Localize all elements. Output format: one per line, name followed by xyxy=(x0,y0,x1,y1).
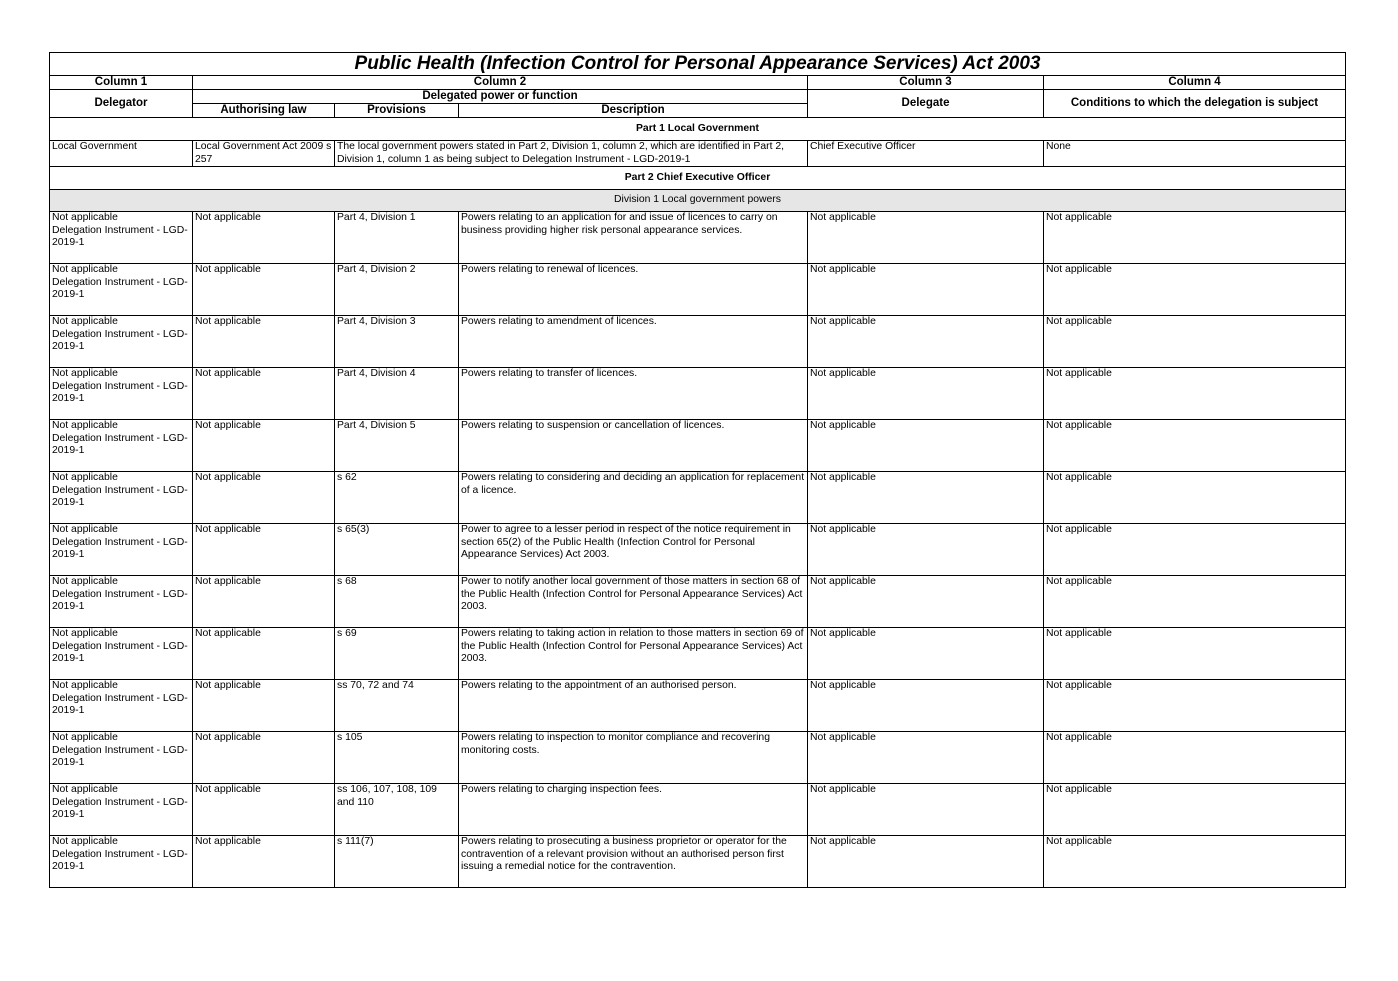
authorising-law-cell: Not applicable xyxy=(193,212,335,264)
table-row xyxy=(50,212,1346,264)
authorising-law-cell: Not applicable xyxy=(193,836,335,888)
delegator-text: Not applicable xyxy=(52,836,118,848)
delegation-instrument-text: Delegation Instrument - LGD-2019-1 xyxy=(52,432,188,457)
delegate-cell: Not applicable xyxy=(808,680,1044,732)
provisions-cell: Part 4, Division 1 xyxy=(335,212,459,264)
delegator-text: Not applicable xyxy=(52,784,118,796)
description-cell: Powers relating to considering and deciding an application for replacement of a licence. xyxy=(459,472,808,524)
provisions-cell: ss 106, 107, 108, 109 and 110 xyxy=(335,784,459,836)
description-header: Description xyxy=(459,104,808,118)
authorising-law-cell: Not applicable xyxy=(193,472,335,524)
provisions-cell: Part 4, Division 5 xyxy=(335,420,459,472)
authorising-law-cell: Local Government Act 2009 s 257 xyxy=(193,141,335,167)
provisions-cell: Part 4, Division 3 xyxy=(335,316,459,368)
authorising-law-cell: Not applicable xyxy=(193,732,335,784)
delegator-header: Delegator xyxy=(50,90,193,118)
delegator-cell xyxy=(50,316,193,368)
delegator-cell xyxy=(50,212,193,264)
description-cell: Powers relating to suspension or cancellation of licences. xyxy=(459,420,808,472)
authorising-law-cell: Not applicable xyxy=(193,680,335,732)
authorising-law-cell: Not applicable xyxy=(193,784,335,836)
delegation-instrument-text: Delegation Instrument - LGD-2019-1 xyxy=(52,276,188,301)
authorising-law-cell: Not applicable xyxy=(193,576,335,628)
delegator-cell xyxy=(50,420,193,472)
provisions-cell: s 65(3) xyxy=(335,524,459,576)
delegator-text: Not applicable xyxy=(52,472,118,484)
part-1-heading: Part 1 Local Government xyxy=(50,118,1346,141)
delegator-text: Not applicable xyxy=(52,420,118,432)
table-row xyxy=(50,576,1346,628)
conditions-cell: Not applicable xyxy=(1044,576,1346,628)
conditions-cell: Not applicable xyxy=(1044,836,1346,888)
delegator-cell xyxy=(50,472,193,524)
conditions-cell: Not applicable xyxy=(1044,472,1346,524)
table-row xyxy=(50,316,1346,368)
conditions-cell: Not applicable xyxy=(1044,680,1346,732)
delegator-cell xyxy=(50,784,193,836)
table-row xyxy=(50,784,1346,836)
delegator-text: Not applicable xyxy=(52,524,118,536)
provisions-cell: s 69 xyxy=(335,628,459,680)
table-row xyxy=(50,420,1346,472)
delegation-table xyxy=(49,52,1346,888)
delegator-text: Not applicable xyxy=(52,264,118,276)
delegate-cell: Not applicable xyxy=(808,836,1044,888)
provisions-cell: ss 70, 72 and 74 xyxy=(335,680,459,732)
description-cell: Powers relating to renewal of licences. xyxy=(459,264,808,316)
delegator-text: Not applicable xyxy=(52,212,118,224)
authorising-law-header: Authorising law xyxy=(193,104,335,118)
conditions-cell: Not applicable xyxy=(1044,316,1346,368)
conditions-cell: Not applicable xyxy=(1044,420,1346,472)
authorising-law-cell: Not applicable xyxy=(193,420,335,472)
delegation-instrument-text: Delegation Instrument - LGD-2019-1 xyxy=(52,588,188,613)
conditions-cell: Not applicable xyxy=(1044,264,1346,316)
document-title: Public Health (Infection Control for Personal Appearance Services) Act 2003 xyxy=(50,53,1346,76)
delegate-cell: Not applicable xyxy=(808,472,1044,524)
delegator-text: Not applicable xyxy=(52,732,118,744)
table-row xyxy=(50,368,1346,420)
delegation-instrument-text: Delegation Instrument - LGD-2019-1 xyxy=(52,640,188,665)
conditions-cell: Not applicable xyxy=(1044,784,1346,836)
conditions-header: Conditions to which the delegation is subject xyxy=(1044,90,1346,118)
provisions-cell: s 105 xyxy=(335,732,459,784)
delegator-cell xyxy=(50,576,193,628)
provisions-cell: s 111(7) xyxy=(335,836,459,888)
delegator-cell xyxy=(50,264,193,316)
authorising-law-cell: Not applicable xyxy=(193,628,335,680)
description-cell: Power to agree to a lesser period in respect of the notice requirement in section 65(2) of the Public Health (Infection Control for Personal Appearance Services) Act 2003. xyxy=(459,524,808,576)
delegate-cell: Chief Executive Officer xyxy=(808,141,1044,167)
description-cell: Powers relating to an application for and issue of licences to carry on business providing higher risk personal appearance services. xyxy=(459,212,808,264)
delegate-header: Delegate xyxy=(808,90,1044,118)
delegated-power-header: Delegated power or function xyxy=(193,90,808,104)
division-1-heading: Division 1 Local government powers xyxy=(50,190,1346,212)
delegate-cell: Not applicable xyxy=(808,420,1044,472)
delegate-cell: Not applicable xyxy=(808,784,1044,836)
delegator-text: Not applicable xyxy=(52,628,118,640)
delegation-instrument-text: Delegation Instrument - LGD-2019-1 xyxy=(52,328,188,353)
conditions-cell: Not applicable xyxy=(1044,628,1346,680)
conditions-cell: Not applicable xyxy=(1044,212,1346,264)
description-cell: Powers relating to the appointment of an authorised person. xyxy=(459,680,808,732)
delegation-instrument-text: Delegation Instrument - LGD-2019-1 xyxy=(52,744,188,769)
delegation-instrument-text: Delegation Instrument - LGD-2019-1 xyxy=(52,536,188,561)
delegator-cell xyxy=(50,680,193,732)
provisions-cell: Part 4, Division 4 xyxy=(335,368,459,420)
delegate-cell: Not applicable xyxy=(808,368,1044,420)
delegator-cell xyxy=(50,628,193,680)
description-cell: Power to notify another local government of those matters in section 68 of the Public Health (Infection Control for Personal Appearance Services) Act 2003. xyxy=(459,576,808,628)
column-2-header: Column 2 xyxy=(193,76,808,90)
authorising-law-cell: Not applicable xyxy=(193,524,335,576)
delegate-cell: Not applicable xyxy=(808,576,1044,628)
delegator-text: Not applicable xyxy=(52,680,118,692)
column-3-header: Column 3 xyxy=(808,76,1044,90)
delegation-instrument-text: Delegation Instrument - LGD-2019-1 xyxy=(52,224,188,249)
description-cell: Powers relating to taking action in relation to those matters in section 69 of the Public Health (Infection Control for Personal Appearance Services) Act 2003. xyxy=(459,628,808,680)
delegate-cell: Not applicable xyxy=(808,524,1044,576)
provisions-cell: s 68 xyxy=(335,576,459,628)
table-row xyxy=(50,524,1346,576)
delegation-instrument-text: Delegation Instrument - LGD-2019-1 xyxy=(52,484,188,509)
delegate-cell: Not applicable xyxy=(808,732,1044,784)
table-row xyxy=(50,472,1346,524)
authorising-law-cell: Not applicable xyxy=(193,368,335,420)
description-cell: Powers relating to transfer of licences. xyxy=(459,368,808,420)
authorising-law-cell: Not applicable xyxy=(193,316,335,368)
delegate-cell: Not applicable xyxy=(808,264,1044,316)
conditions-cell: Not applicable xyxy=(1044,524,1346,576)
delegator-cell xyxy=(50,524,193,576)
provisions-description-cell: The local government powers stated in Part 2, Division 1, column 2, which are identified in Part 2, Division 1, column 1 as being subject to Delegation Instrument - LGD-2019-1 xyxy=(335,141,808,167)
conditions-cell: Not applicable xyxy=(1044,732,1346,784)
delegator-cell xyxy=(50,732,193,784)
description-cell: Powers relating to inspection to monitor compliance and recovering monitoring costs. xyxy=(459,732,808,784)
delegator-cell xyxy=(50,836,193,888)
delegator-text: Not applicable xyxy=(52,576,118,588)
delegation-instrument-text: Delegation Instrument - LGD-2019-1 xyxy=(52,380,188,405)
delegation-instrument-text: Delegation Instrument - LGD-2019-1 xyxy=(52,796,188,821)
table-row xyxy=(50,680,1346,732)
part-2-heading: Part 2 Chief Executive Officer xyxy=(50,167,1346,190)
provisions-cell: Part 4, Division 2 xyxy=(335,264,459,316)
description-cell: Powers relating to amendment of licences. xyxy=(459,316,808,368)
delegation-instrument-text: Delegation Instrument - LGD-2019-1 xyxy=(52,692,188,717)
delegate-cell: Not applicable xyxy=(808,212,1044,264)
provisions-header: Provisions xyxy=(335,104,459,118)
delegator-cell: Local Government xyxy=(50,141,193,167)
table-row xyxy=(50,264,1346,316)
delegator-text: Not applicable xyxy=(52,368,118,380)
provisions-cell: s 62 xyxy=(335,472,459,524)
delegate-cell: Not applicable xyxy=(808,316,1044,368)
delegation-instrument-text: Delegation Instrument - LGD-2019-1 xyxy=(52,848,188,873)
column-4-header: Column 4 xyxy=(1044,76,1346,90)
conditions-cell: Not applicable xyxy=(1044,368,1346,420)
description-cell: Powers relating to charging inspection fees. xyxy=(459,784,808,836)
column-1-header: Column 1 xyxy=(50,76,193,90)
delegator-cell xyxy=(50,368,193,420)
delegator-text: Not applicable xyxy=(52,316,118,328)
table-row xyxy=(50,732,1346,784)
description-cell: Powers relating to prosecuting a business proprietor or operator for the contravention of a relevant provision without an authorised person first issuing a remedial notice for the contravention. xyxy=(459,836,808,888)
authorising-law-cell: Not applicable xyxy=(193,264,335,316)
table-row xyxy=(50,628,1346,680)
conditions-cell: None xyxy=(1044,141,1346,167)
delegate-cell: Not applicable xyxy=(808,628,1044,680)
table-row xyxy=(50,141,1346,167)
table-row xyxy=(50,836,1346,888)
